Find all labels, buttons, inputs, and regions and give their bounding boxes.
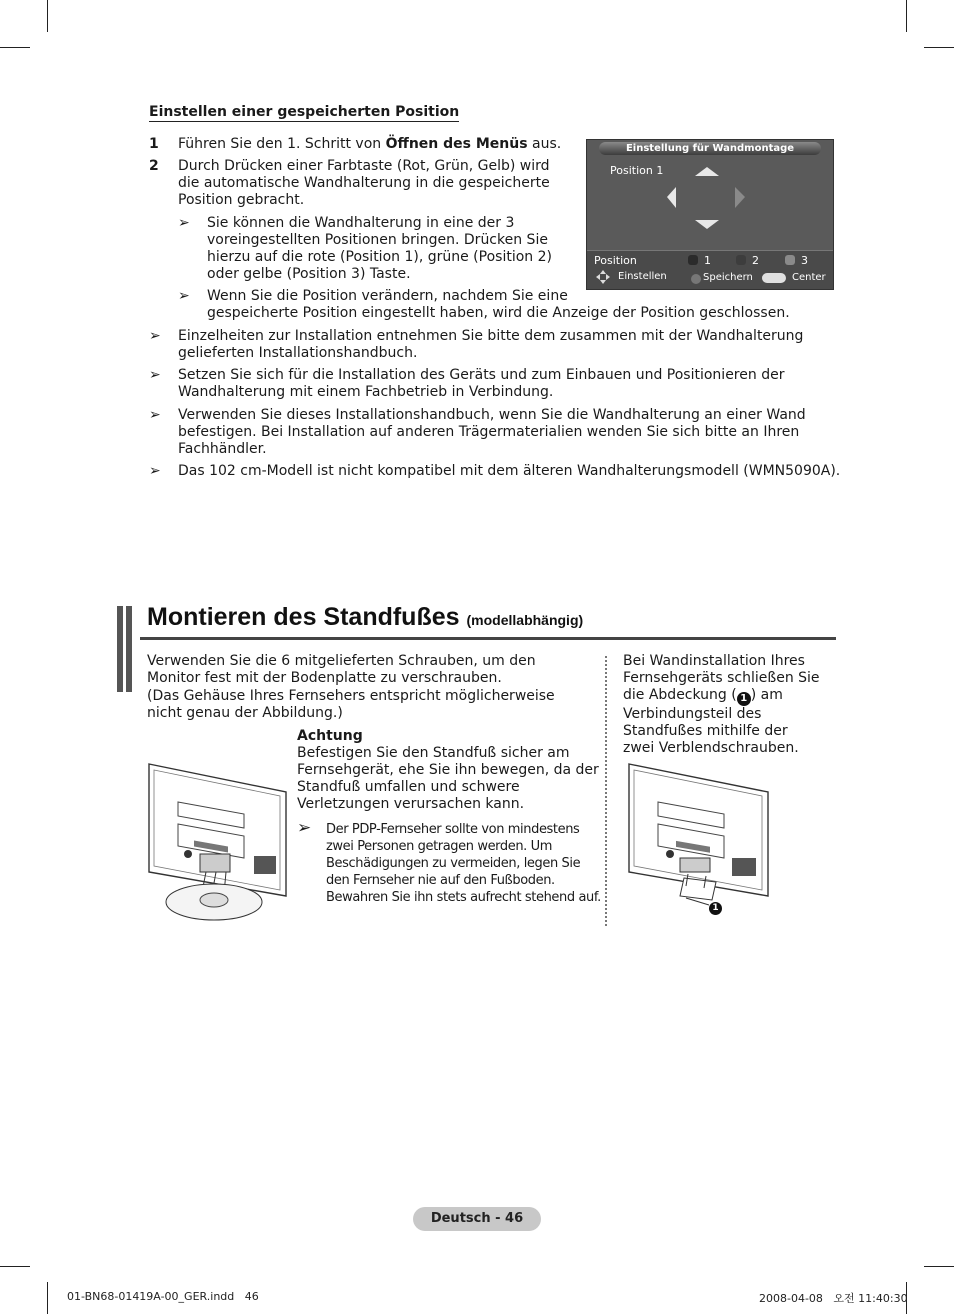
section-subtitle: (modellabhängig) bbox=[466, 612, 584, 628]
step-1-bold: Öffnen des Menüs bbox=[385, 136, 528, 152]
note-arrow: ➢ bbox=[178, 288, 190, 304]
green-key-icon bbox=[736, 255, 746, 265]
note-arrow: ➢ bbox=[149, 367, 161, 383]
red-key-icon bbox=[688, 255, 698, 265]
caution-text: Befestigen Sie den Standfuß sicher am Fernsehgerät, ehe Sie ihn bewegen, da der Standfuß umfallen und schwere Verletzungen verursachen kann. bbox=[297, 745, 599, 812]
osd-current-position: Position 1 bbox=[610, 164, 664, 177]
osd-key-2: 2 bbox=[752, 254, 759, 267]
step-1-text bbox=[178, 136, 578, 153]
step-2-text: Durch Drücken einer Farbtaste (Rot, Grün, Gelb) wird die automatische Wandhalterung in die gespeicherte Position gebracht. bbox=[178, 158, 550, 208]
osd-adjust-label: Einstellen bbox=[618, 271, 667, 282]
yellow-key-icon bbox=[785, 255, 795, 265]
crop-mark bbox=[906, 0, 907, 32]
note-text-line1: Wenn Sie die Position verändern, nachdem Sie eine bbox=[207, 288, 568, 304]
section-bar bbox=[126, 606, 132, 692]
column-divider bbox=[605, 656, 607, 926]
housing-note: (Das Gehäuse Ihres Fernsehers entspricht möglicherweise nicht genau der Abbildung.) bbox=[147, 688, 555, 721]
note-text: Einzelheiten zur Installation entnehmen Sie bitte dem zusammen mit der Wandhalterung gelieferten Installationshandbuch. bbox=[178, 328, 804, 361]
crop-mark bbox=[924, 1266, 954, 1267]
note-text: Sie können die Wandhalterung in eine der 3 voreingestellten Positionen bringen. Drücken Sie hierzu auf die rote (Position 1), grüne (Position 2) oder gelbe (Position 3) Taste. bbox=[207, 215, 552, 282]
crop-mark bbox=[924, 47, 954, 48]
step-1-post: aus. bbox=[527, 136, 562, 152]
note-arrow: ➢ bbox=[149, 463, 161, 479]
crop-mark bbox=[47, 0, 48, 32]
osd-footer bbox=[587, 250, 833, 289]
section-title-main: Montieren des Standfußes bbox=[147, 603, 460, 631]
note-arrow: ➢ bbox=[178, 215, 190, 231]
section-heading: Einstellen einer gespeicherten Position bbox=[149, 104, 460, 120]
osd-key-3: 3 bbox=[801, 254, 808, 267]
wall-mount-osd-menu bbox=[586, 139, 834, 290]
wall-install-text bbox=[623, 653, 823, 757]
save-key-icon bbox=[691, 274, 701, 284]
osd-title: Einstellung für Wandmontage bbox=[599, 142, 821, 155]
figure-marker-1-icon: 1 bbox=[709, 902, 722, 915]
intro-paragraph: Verwenden Sie die 6 mitgelieferten Schrauben, um den Monitor fest mit der Bodenplatte zu verschrauben. bbox=[147, 653, 536, 686]
osd-key-1: 1 bbox=[704, 254, 711, 267]
osd-save-label: Speichern bbox=[703, 272, 753, 283]
page-number-pill: Deutsch - 46 bbox=[413, 1207, 541, 1231]
note-text: Das 102 cm-Modell ist nicht kompatibel mit dem älteren Wandhalterungsmodell (WMN5090A). bbox=[178, 463, 841, 479]
footer-filename: 01-BN68-01419A-00_GER.indd 46 bbox=[67, 1290, 259, 1303]
section-bar bbox=[117, 606, 123, 692]
wall-install-text-2: ) am Verbindungsteil des Standfußes mithilfe der zwei Verblendschrauben. bbox=[623, 687, 799, 756]
step-1-pre: Führen Sie den 1. Schritt von bbox=[178, 136, 386, 152]
section-title bbox=[147, 603, 583, 632]
crop-mark bbox=[47, 1282, 48, 1314]
crop-mark bbox=[0, 1266, 30, 1267]
wall-install-text-1: Bei Wandinstallation Ihres Fernsehgeräts schließen Sie die Abdeckung ( bbox=[623, 653, 820, 703]
crop-mark bbox=[0, 47, 30, 48]
osd-position-label: Position bbox=[594, 254, 637, 267]
note-arrow: ➢ bbox=[297, 818, 312, 838]
step-number: 2 bbox=[149, 158, 159, 174]
tv-cover-illustration bbox=[626, 762, 772, 920]
direction-arrows-icon bbox=[587, 140, 833, 250]
move-icon bbox=[595, 269, 611, 285]
tv-stand-illustration bbox=[146, 762, 290, 924]
section-rule bbox=[140, 637, 836, 640]
footer-date: 2008-04-08 오전 11:40:30 bbox=[759, 1292, 908, 1305]
note-text: Verwenden Sie dieses Installationshandbuch, wenn Sie die Wandhalterung an einer Wand befestigen. Bei Installation auf anderen Trägermaterialien wenden Sie sich bitte an Ihren Fachhändler. bbox=[178, 407, 806, 457]
caution-note: Der PDP-Fernseher sollte von mindestens zwei Personen getragen werden. Um Beschädigungen zu vermeiden, legen Sie den Fernseher nie auf den Fußboden. Bewahren Sie ihn stets aufrecht stehend auf. bbox=[326, 822, 601, 905]
marker-1-icon: 1 bbox=[737, 692, 751, 706]
caution-heading: Achtung bbox=[297, 728, 363, 744]
step-number: 1 bbox=[149, 136, 159, 152]
note-text: Setzen Sie sich für die Installation des Geräts und zum Einbauen und Positionieren der Wandhalterung mit einem Fachbetrieb in Verbindung. bbox=[178, 367, 785, 400]
osd-center-label: Center bbox=[792, 272, 826, 283]
note-text-line2: gespeicherte Position eingestellt haben, wird die Anzeige der Position geschlossen. bbox=[207, 305, 790, 321]
note-arrow: ➢ bbox=[149, 407, 161, 423]
note-arrow: ➢ bbox=[149, 328, 161, 344]
return-key-icon bbox=[762, 273, 786, 283]
